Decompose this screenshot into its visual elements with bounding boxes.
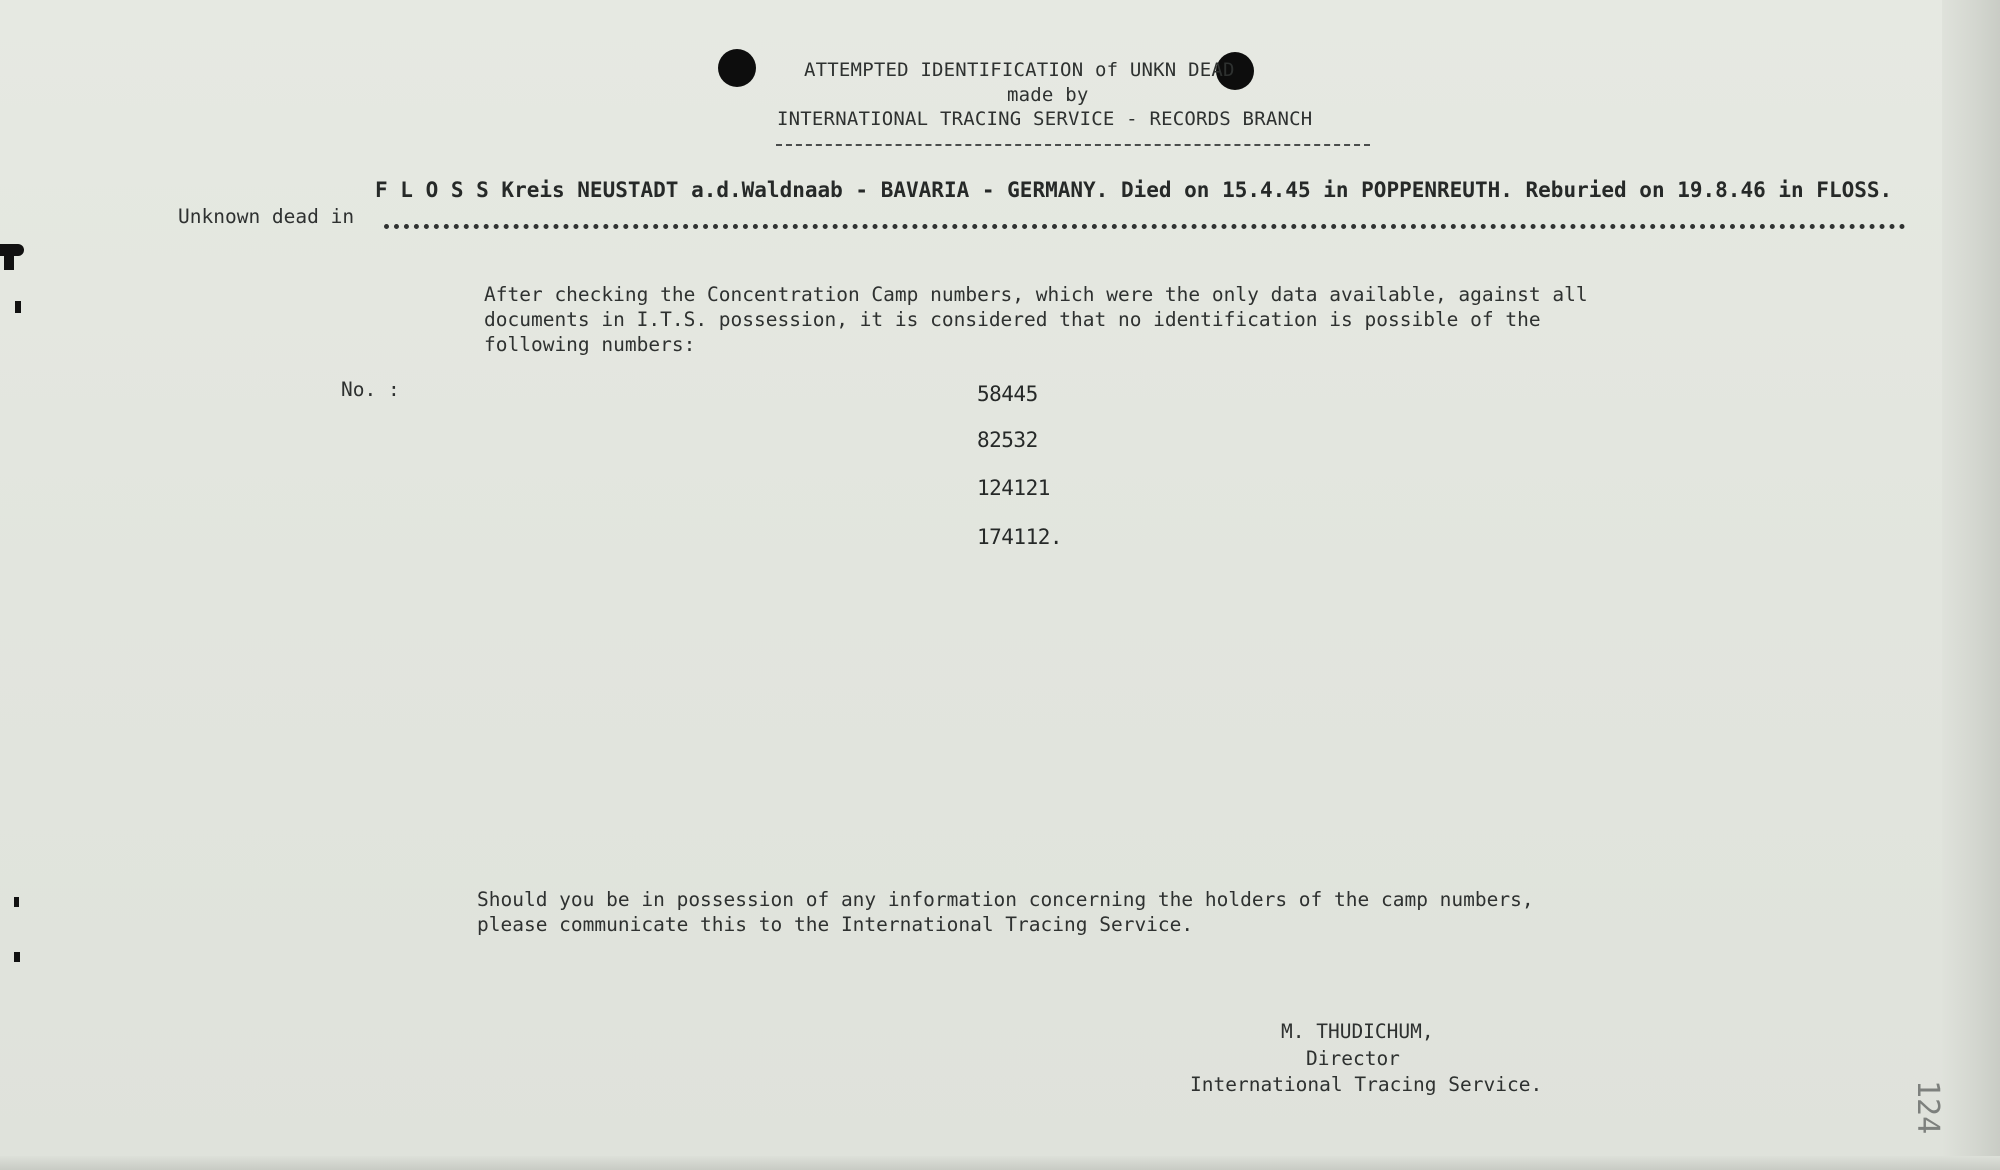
margin-mark — [15, 301, 21, 313]
body-line-3: following numbers: — [484, 333, 696, 356]
page-bottom-edge — [0, 1156, 2000, 1170]
location-value: F L O S S Kreis NEUSTADT a.d.Waldnaab - BAVARIA - GERMANY. Died on 15.4.45 in POPPENREUTH. Reburied on 19.8.46 in FLOSS. — [375, 178, 1893, 202]
header-title: ATTEMPTED IDENTIFICATION of UNKN DEAD — [804, 59, 1235, 81]
punch-hole-left — [718, 49, 756, 87]
margin-mark — [4, 254, 14, 270]
camp-number: 58445 — [977, 382, 1038, 406]
header-subtitle: made by — [1007, 84, 1089, 106]
page-number: 124 — [1910, 1080, 1945, 1135]
body-line-2: documents in I.T.S. possession, it is considered that no identification is possible of the — [484, 308, 1541, 331]
numbers-label: No. : — [341, 378, 400, 401]
dotted-fill-line — [384, 224, 1906, 229]
margin-mark — [14, 952, 20, 962]
request-line-1: Should you be in possession of any information concerning the holders of the camp numbers, — [477, 888, 1534, 911]
body-line-1: After checking the Concentration Camp numbers, which were the only data available, against all — [484, 283, 1588, 306]
location-label: Unknown dead in — [178, 205, 355, 228]
signature-title: Director — [1306, 1047, 1400, 1070]
margin-mark — [14, 897, 19, 907]
header-underline — [776, 144, 1370, 146]
camp-number: 82532 — [977, 428, 1038, 452]
header-organization: INTERNATIONAL TRACING SERVICE - RECORDS BRANCH — [777, 108, 1313, 130]
signature-organization: International Tracing Service. — [1190, 1073, 1543, 1096]
camp-number: 124121 — [977, 476, 1050, 500]
camp-number: 174112. — [977, 525, 1063, 549]
request-line-2: please communicate this to the International Tracing Service. — [477, 913, 1194, 936]
signature-name: M. THUDICHUM, — [1281, 1020, 1434, 1043]
page-edge-shadow — [1942, 0, 2000, 1170]
